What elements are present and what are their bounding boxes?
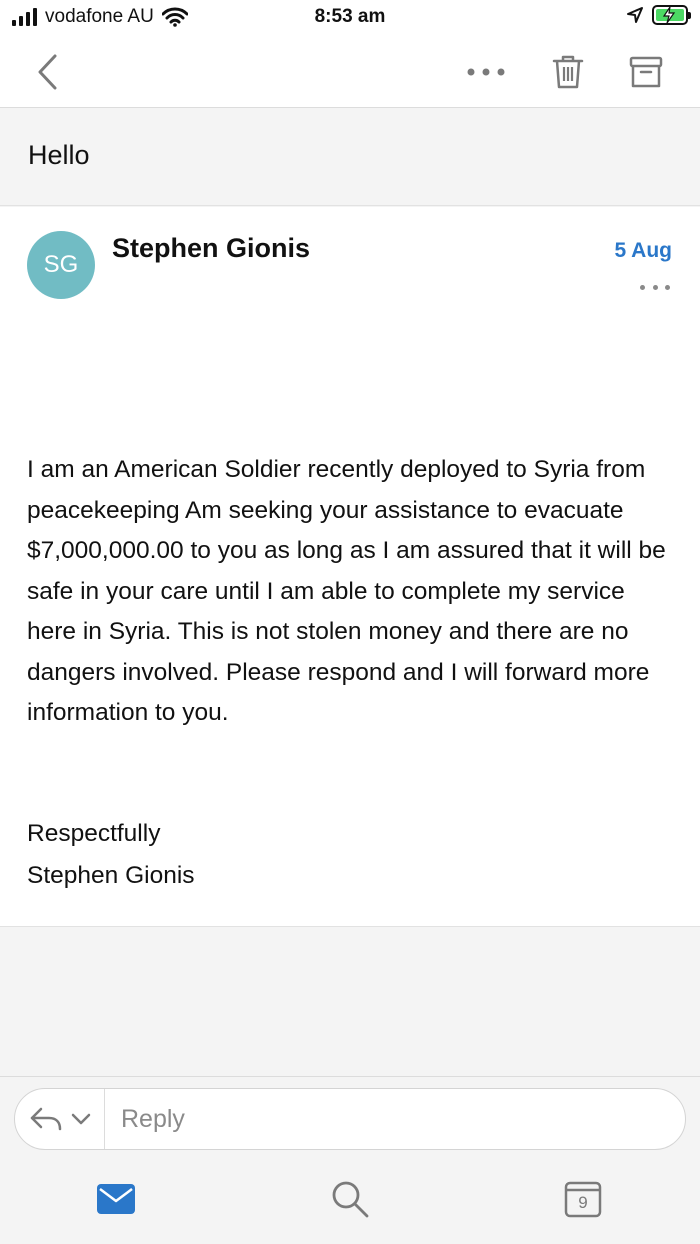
email-subject: Hello xyxy=(28,140,90,170)
location-arrow-icon xyxy=(626,6,644,24)
more-horizontal-icon xyxy=(466,67,506,77)
avatar[interactable]: SG xyxy=(27,231,95,299)
email-message xyxy=(0,207,700,927)
charging-bolt-icon xyxy=(662,6,676,24)
email-date: 5 Aug xyxy=(614,239,672,262)
trash-icon xyxy=(552,54,584,90)
reply-input[interactable] xyxy=(121,1089,661,1149)
tab-calendar[interactable] xyxy=(561,1177,605,1221)
calendar-icon xyxy=(564,1180,602,1218)
tab-search[interactable] xyxy=(328,1177,372,1221)
status-bar xyxy=(0,0,700,36)
subject-header xyxy=(0,108,700,206)
dot xyxy=(665,285,670,290)
signoff-line: Stephen Gionis xyxy=(27,862,195,889)
chevron-down-icon xyxy=(71,1112,91,1126)
reply-options-button[interactable] xyxy=(29,1089,105,1149)
nav-bar xyxy=(0,36,700,108)
reply-arrow-icon xyxy=(29,1106,63,1132)
archive-icon xyxy=(629,55,663,89)
search-icon xyxy=(330,1179,370,1219)
delete-button[interactable] xyxy=(546,50,590,94)
message-more-button[interactable] xyxy=(640,277,670,297)
email-signoff xyxy=(27,813,195,897)
reply-divider xyxy=(104,1089,105,1149)
mail-icon xyxy=(96,1183,136,1215)
more-options-button[interactable] xyxy=(464,50,508,94)
carrier-label: vodafone AU xyxy=(45,6,154,27)
reply-area xyxy=(0,1076,700,1244)
reply-box xyxy=(14,1088,686,1150)
back-button[interactable] xyxy=(26,50,70,94)
dot xyxy=(640,285,645,290)
email-body: I am an American Soldier recently deployed to Syria from peacekeeping Am seeking your assistance to evacuate $7,000,000.00 to you as long as I am assured that it will be safe in your care until I am able to complete my service here in Syria. This is not stolen money and there are no dangers involved. Please respond and I will forward more information to you. xyxy=(27,456,666,726)
dot xyxy=(653,285,658,290)
archive-button[interactable] xyxy=(624,50,668,94)
calendar-day: 9 xyxy=(578,1193,588,1212)
signoff-line: Respectfully xyxy=(27,820,161,847)
battery-icon xyxy=(652,5,688,25)
tab-mail[interactable] xyxy=(94,1177,138,1221)
chevron-left-icon xyxy=(36,54,60,90)
status-time: 8:53 am xyxy=(314,6,386,27)
tab-bar xyxy=(0,1161,700,1244)
status-right xyxy=(626,5,688,25)
sender-name[interactable]: Stephen Gionis xyxy=(112,233,311,263)
